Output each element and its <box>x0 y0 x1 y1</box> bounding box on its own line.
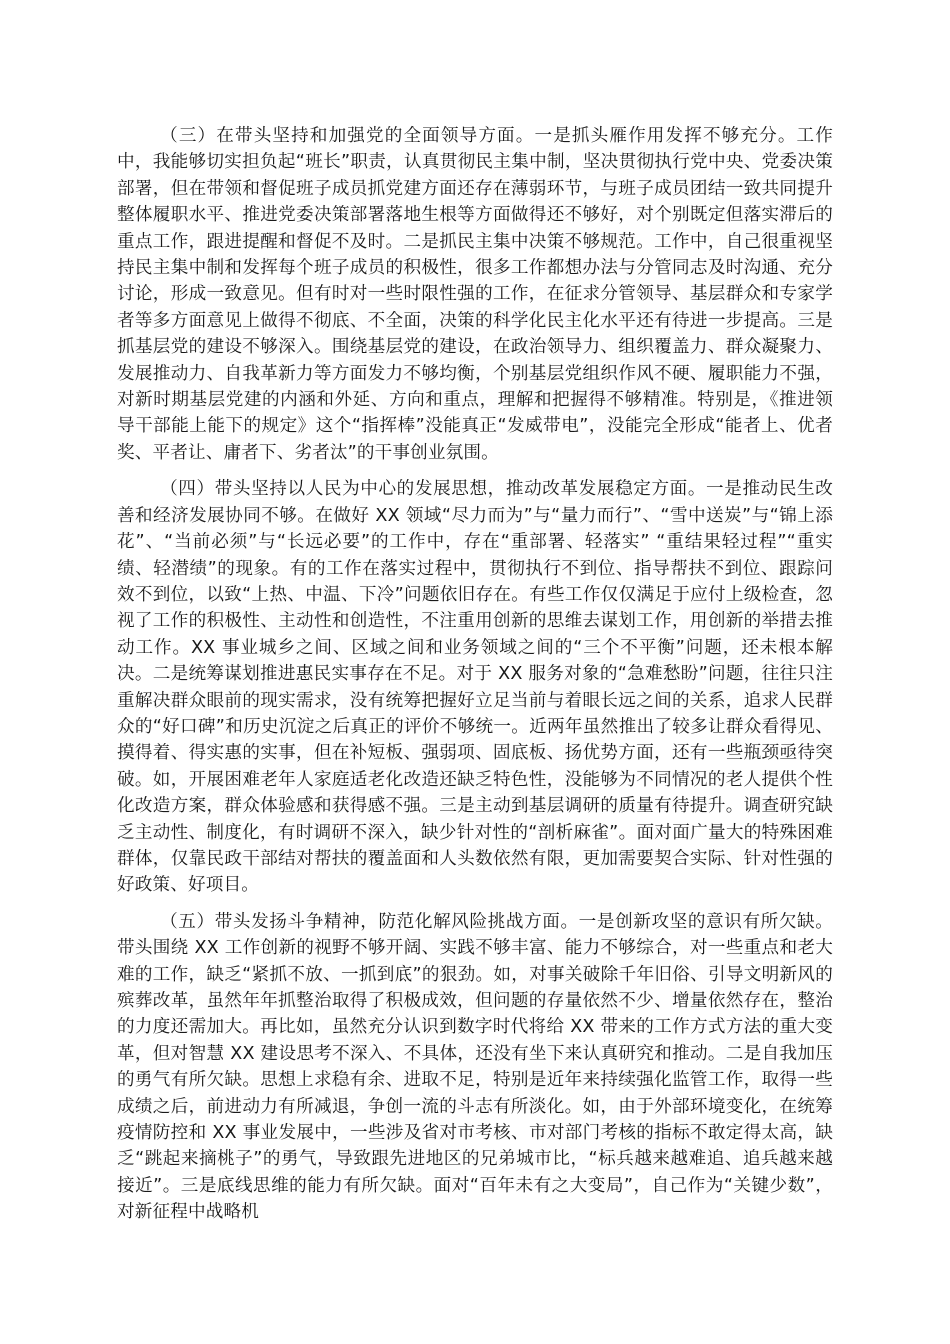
paragraph-section-5: （五）带头发扬斗争精神，防范化解风险挑战方面。一是创新攻坚的意识有所欠缺。带头围绕 XX 工作创新的视野不够开阔、实践不够丰富、能力不够综合，对一些重点和老大难的工作，缺乏“紧抓不放、一抓到底”的狠劲。如，对事关破除千年旧俗、引导文明新风的殡葬改革，虽然年年抓整治取得了积极成效，但问题的存量依然不少、增量依然存在，整治的力度还需加大。再比如，虽然充分认识到数字时代将给 XX 带来的工作方式方法的重大变革，但对智慧 XX 建设思考不深入、不具体，还没有坐下来认真研究和推动。二是自我加压的勇气有所欠缺。思想上求稳有余、进取不足，特别是近年来持续强化监管工作，取得一些成绩之后，前进动力有所减退，争创一流的斗志有所淡化。如，由于外部环境变化，在统筹疫情防控和 XX 事业发展中，一些涉及省对市考核、市对部门考核的指标不敢定得太高，缺乏“跳起来摘桃子”的勇气，导致跟先进地区的兄弟城市比，“标兵越来越难追、追兵越来越接近”。三是底线思维的能力有所欠缺。面对“百年未有之大变局”，自己作为“关键少数”，对新征程中战略机 <box>117 911 833 1223</box>
document-body <box>117 123 833 1236</box>
paragraph-section-3: （三）在带头坚持和加强党的全面领导方面。一是抓头雁作用发挥不够充分。工作中，我能够切实担负起“班长”职责，认真贯彻民主集中制，坚决贯彻执行党中央、党委决策部署，但在带领和督促班子成员抓党建方面还存在薄弱环节，与班子成员团结一致共同提升整体履职水平、推进党委决策部署落地生根等方面做得还不够好，对个别既定但落实滞后的重点工作，跟进提醒和督促不及时。二是抓民主集中决策不够规范。工作中，自己很重视坚持民主集中制和发挥每个班子成员的积极性，很多工作都想办法与分管同志及时沟通、充分讨论，形成一致意见。但有时对一些时限性强的工作，在征求分管领导、基层群众和专家学者等多方面意见上做得不彻底、不全面，决策的科学化民主化水平还有待进一步提高。三是抓基层党的建设不够深入。围绕基层党的建设，在政治领导力、组织覆盖力、群众凝聚力、发展推动力、自我革新力等方面发力不够均衡，个别基层党组织作风不硬、履职能力不强，对新时期基层党建的内涵和外延、方向和重点，理解和把握得不够精准。特别是，《推进领导干部能上能下的规定》这个“指挥棒”没能真正“发威带电”，没能完全形成“能者上、优者奖、平者让、庸者下、劣者汰”的干事创业氛围。 <box>117 126 833 463</box>
paragraph-section-4: （四）带头坚持以人民为中心的发展思想，推动改革发展稳定方面。一是推动民生改善和经济发展协同不够。在做好 XX 领域“尽力而为”与“量力而行”、“雪中送炭”与“锦上添花”、“当前必须”与“长远必要”的工作中，存在“重部署、轻落实” “重结果轻过程”“重实绩、轻潜绩”的现象。有的工作在落实过程中，贯彻执行不到位、指导帮扶不到位、跟踪问效不到位，以致“上热、中温、下冷”问题依旧存在。有些工作仅仅满足于应付上级检查，忽视了工作的积极性、主动性和创造性，不注重用创新的思维去谋划工作，用创新的举措去推动工作。XX 事业城乡之间、区域之间和业务领域之间的“三个不平衡”问题，还未根本解决。二是统筹谋划推进惠民实事存在不足。对于 XX 服务对象的“急难愁盼”问题，往往只注重解决群众眼前的现实需求，没有统筹把握好立足当前与着眼长远之间的关系，追求人民群众的“好口碑”和历史沉淀之后真正的评价不够统一。近两年虽然推出了较多让群众看得见、摸得着、得实惠的实事，但在补短板、强弱项、固底板、扬优势方面，还有一些瓶颈亟待突破。如，开展困难老年人家庭适老化改造还缺乏特色性，没能够为不同情况的老人提供个性化改造方案，群众体验感和获得感不强。三是主动到基层调研的质量有待提升。调查研究缺乏主动性、制度化，有时调研不深入，缺少针对性的“剖析麻雀”。面对面广量大的特殊困难群体，仅靠民政干部结对帮扶的覆盖面和人头数依然有限，更加需要契合实际、针对性强的好政策、好项目。 <box>117 479 833 896</box>
